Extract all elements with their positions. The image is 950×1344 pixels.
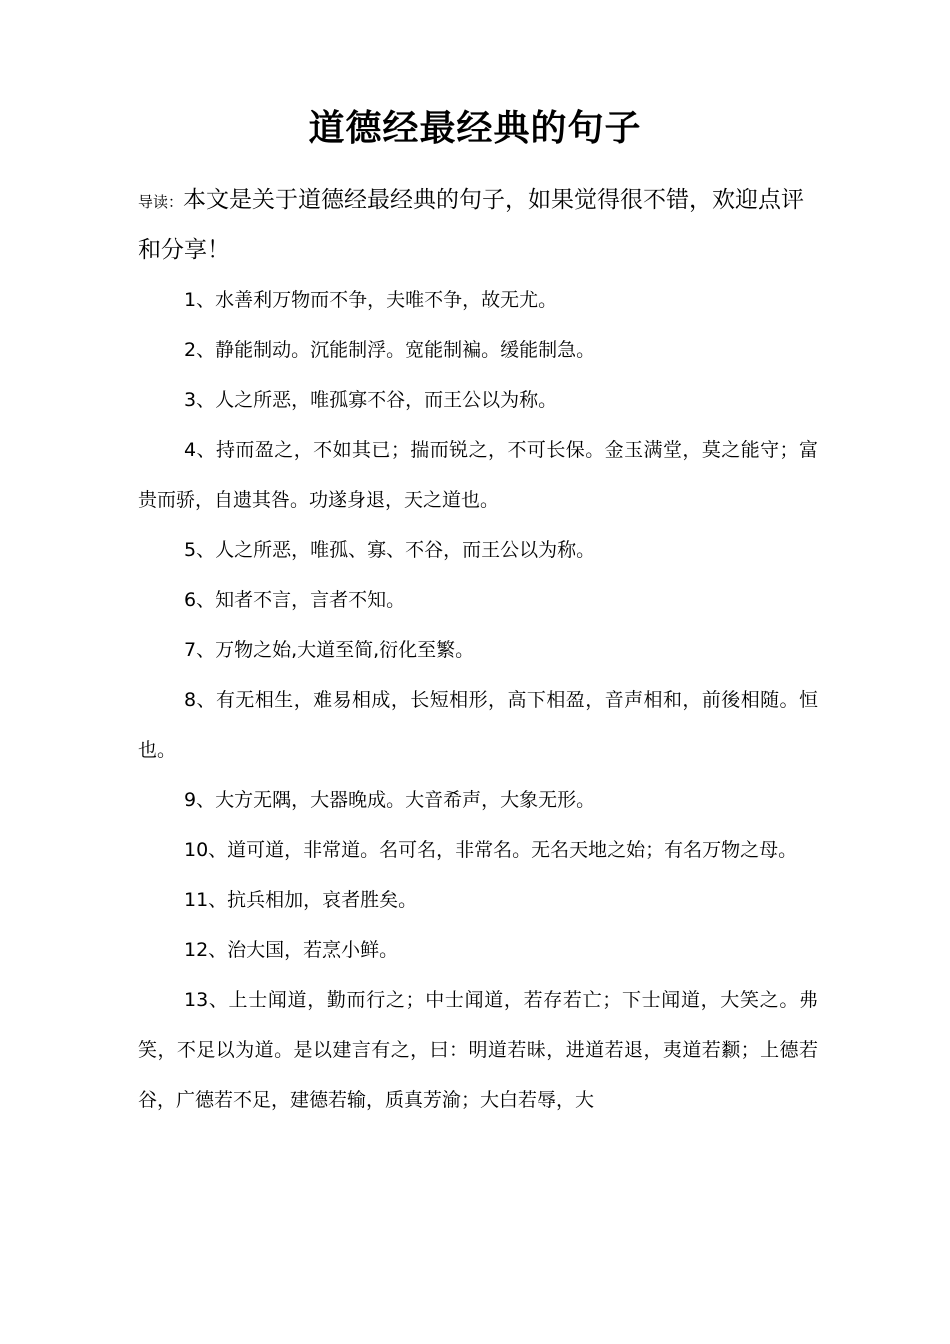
quote-item: 6、知者不言，言者不知。 bbox=[184, 589, 406, 611]
quote-item: 2、静能制动。沉能制浮。宽能制褊。缓能制急。 bbox=[184, 339, 596, 361]
quote-item: 1、水善利万物而不争，夫唯不争，故无尤。 bbox=[184, 289, 558, 311]
document-title: 道德经最经典的句子 bbox=[308, 108, 642, 149]
quote-item: 8、有无相生，难易相成，长短相形，高下相盈，音声相和，前後相随。恒也。 bbox=[138, 689, 818, 761]
quote-item: 10、道可道，非常道。名可名，非常名。无名天地之始；有名万物之母。 bbox=[184, 839, 798, 861]
quote-item: 4、持而盈之，不如其已；揣而锐之，不可长保。金玉满堂，莫之能守；富贵而骄，自遗其咎。功遂身退，天之道也。 bbox=[138, 439, 818, 511]
quote-item: 12、治大国，若烹小鲜。 bbox=[184, 939, 399, 961]
intro-text: 本文是关于道德经最经典的句子，如果觉得很不错，欢迎点评和分享！ bbox=[138, 187, 805, 263]
quote-item: 9、大方无隅，大器晚成。大音希声，大象无形。 bbox=[184, 789, 596, 811]
intro-paragraph bbox=[138, 176, 818, 274]
intro-label: 导读： bbox=[138, 193, 184, 211]
quote-item: 11、抗兵相加，哀者胜矣。 bbox=[184, 889, 418, 911]
quote-list bbox=[138, 275, 818, 1125]
quote-item: 5、人之所恶，唯孤、寡、不谷，而王公以为称。 bbox=[184, 539, 596, 561]
quote-item: 3、人之所恶，唯孤寡不谷，而王公以为称。 bbox=[184, 389, 558, 411]
quote-item: 7、万物之始,大道至简,衍化至繁。 bbox=[184, 639, 475, 661]
quote-item: 13、上士闻道，勤而行之；中士闻道，若存若亡；下士闻道，大笑之。弗笑，不足以为道。是以建言有之，曰：明道若昧，进道若退，夷道若颣；上德若谷，广德若不足，建德若输，质真芳渝；大白若辱，大 bbox=[138, 989, 818, 1111]
